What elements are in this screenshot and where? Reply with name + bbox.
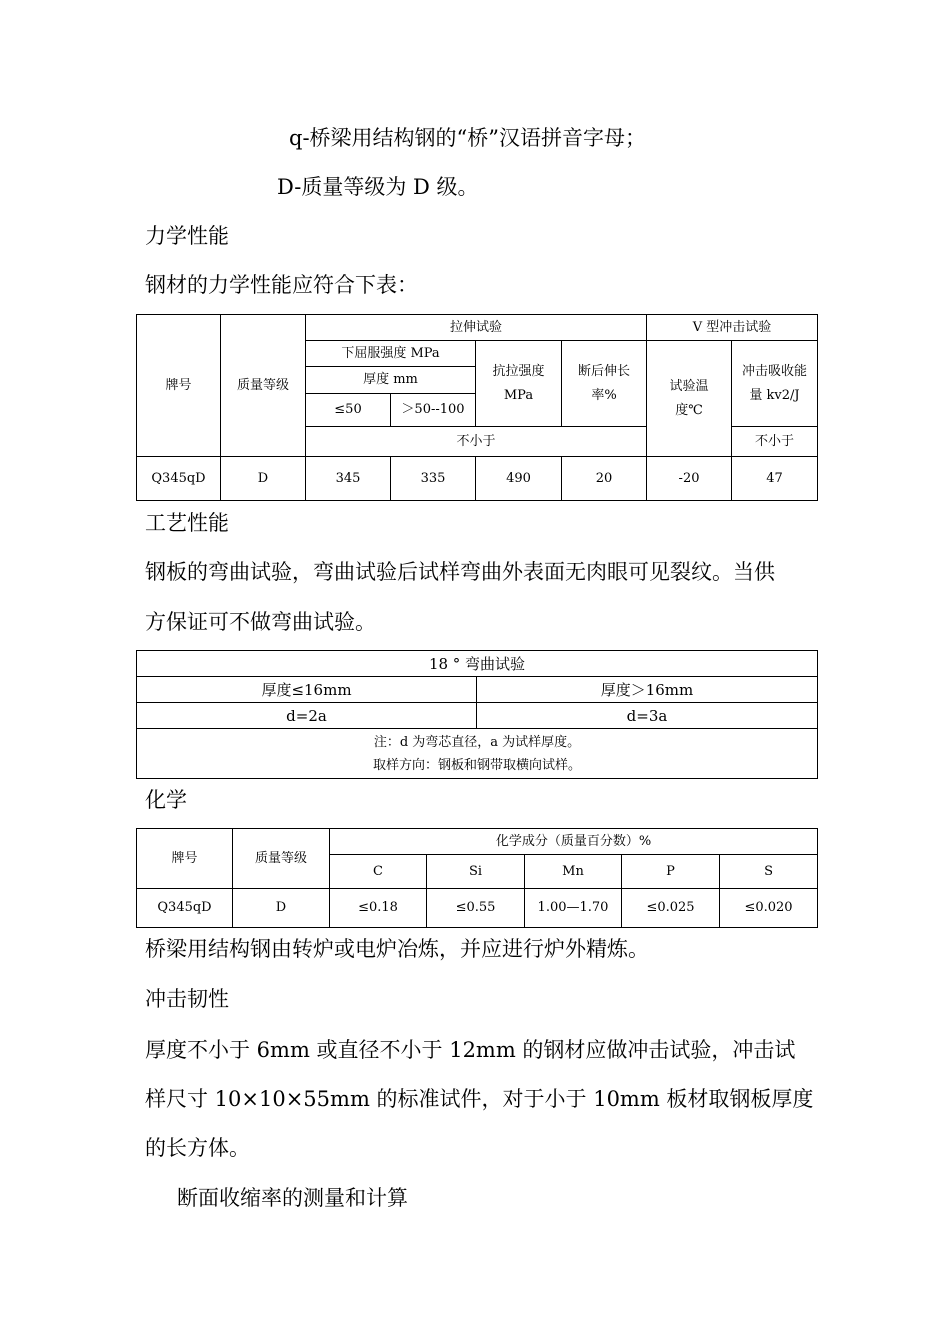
bend-col2-value: d=3a	[477, 703, 818, 729]
not-less-than-impact: 不小于	[732, 427, 818, 457]
table-cell: D	[233, 889, 330, 928]
bend-note-line-1: 注：d 为弯芯直径，a 为试样厚度。	[373, 734, 581, 750]
grade-header: 牌号	[137, 315, 221, 457]
quality-header: 质量等级	[221, 315, 306, 457]
table-cell: -20	[647, 457, 732, 501]
element-mn: Mn	[525, 855, 622, 889]
tensile-header: 拉伸试验	[306, 315, 647, 341]
d-definition: D-质量等级为 D 级。	[277, 175, 479, 199]
bend-col2-header: 厚度＞16mm	[477, 677, 818, 703]
yield-header: 下屈服强度 MPa	[306, 341, 476, 367]
chemistry-table	[136, 828, 818, 928]
bend-note-line-2: 取样方向：钢板和钢带取横向试样。	[372, 757, 581, 773]
impact-text-line-1: 厚度不小于 6mm 或直径不小于 12mm 的钢材应做冲击试验，冲击试	[145, 1038, 796, 1062]
process-heading: 工艺性能	[145, 511, 229, 535]
chemistry-heading: 化学	[145, 788, 187, 812]
chem-quality-header: 质量等级	[233, 829, 330, 889]
elongation-header: 断后伸长率%	[562, 341, 647, 427]
impact-heading: 冲击韧性	[145, 987, 229, 1011]
element-si: Si	[427, 855, 525, 889]
bend-text-line-2: 方保证可不做弯曲试验。	[145, 610, 376, 634]
impact-energy-header: 冲击吸收能量 kv2/J	[732, 341, 818, 427]
impact-header: V 型冲击试验	[647, 315, 818, 341]
area-reduction-heading: 断面收缩率的测量和计算	[177, 1186, 408, 1210]
table-cell: 47	[732, 457, 818, 501]
impact-text-line-3: 的长方体。	[145, 1136, 250, 1160]
bend-text-line-1: 钢板的弯曲试验，弯曲试验后试样弯曲外表面无肉眼可见裂纹。当供	[145, 560, 775, 584]
bend-col1-header: 厚度≤16mm	[137, 677, 477, 703]
table-cell: ≤0.020	[720, 889, 818, 928]
chem-grade-header: 牌号	[137, 829, 233, 889]
bend-col1-value: d=2a	[137, 703, 477, 729]
composition-header: 化学成分（质量百分数）%	[330, 829, 818, 855]
bend-note	[137, 729, 818, 779]
mechanical-heading: 力学性能	[145, 224, 229, 248]
table-cell: ≤0.18	[330, 889, 427, 928]
table-cell: D	[221, 457, 306, 501]
table-cell: 20	[562, 457, 647, 501]
smelting-text: 桥梁用结构钢由转炉或电炉冶炼，并应进行炉外精炼。	[145, 937, 649, 961]
impact-text-line-2: 样尺寸 10×10×55mm 的标准试件，对于小于 10mm 板材取钢板厚度	[145, 1087, 814, 1111]
table-cell: ≤0.025	[622, 889, 720, 928]
q-definition: q-桥梁用结构钢的“桥”汉语拼音字母；	[289, 126, 647, 150]
test-temp-header: 试验温度℃	[647, 341, 732, 457]
element-s: S	[720, 855, 818, 889]
table-cell: 490	[476, 457, 562, 501]
bend-table	[136, 650, 818, 779]
element-p: P	[622, 855, 720, 889]
mechanical-table	[136, 314, 818, 501]
thickness-header: 厚度 mm	[306, 367, 476, 394]
table-row	[137, 889, 818, 928]
table-cell: 335	[391, 457, 476, 501]
table-cell: Q345qD	[137, 889, 233, 928]
mechanical-intro: 钢材的力学性能应符合下表：	[145, 273, 418, 297]
not-less-than-tensile: 不小于	[306, 427, 647, 457]
table-row	[137, 457, 818, 501]
tensile-strength-header: 抗拉强度MPa	[476, 341, 562, 427]
thickness-le50: ≤50	[306, 394, 391, 427]
table-cell: Q345qD	[137, 457, 221, 501]
table-cell: ≤0.55	[427, 889, 525, 928]
bend-title: 18 ° 弯曲试验	[137, 651, 818, 677]
thickness-50-100: ＞50--100	[391, 394, 476, 427]
element-c: C	[330, 855, 427, 889]
table-cell: 1.00—1.70	[525, 889, 622, 928]
table-cell: 345	[306, 457, 391, 501]
